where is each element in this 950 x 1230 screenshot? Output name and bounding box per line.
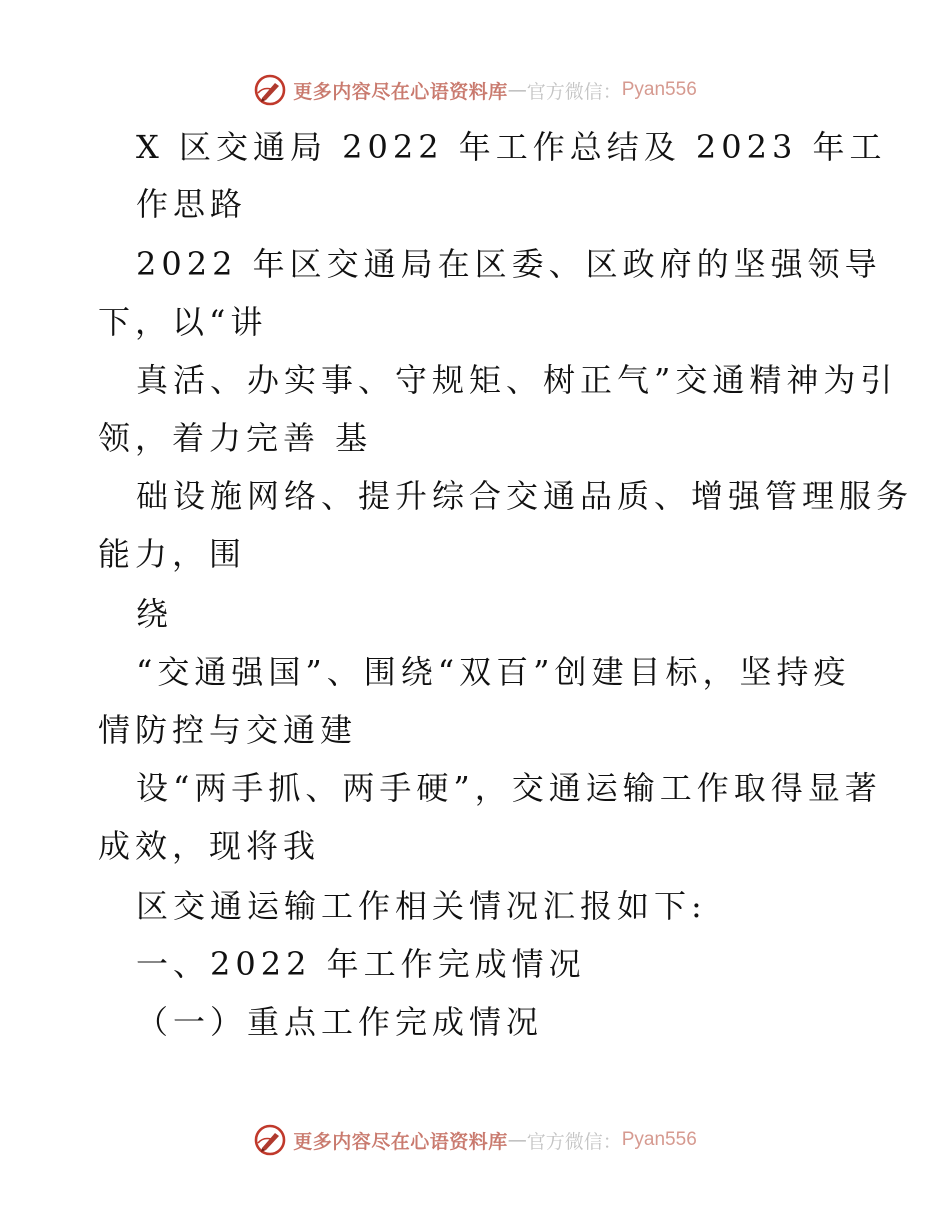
paragraph-line: 绕 <box>136 595 174 633</box>
document-title-line-2: 作思路 <box>136 185 248 223</box>
pen-logo-icon <box>253 1123 287 1157</box>
paragraph-line: 2022 年区交通局在区委、区政府的坚强领导 <box>136 245 882 283</box>
document-title-line-1: X 区交通局 2022 年工作总结及 2023 年工 <box>136 128 887 166</box>
paragraph-line: 设“两手抓、两手硬”，交通运输工作取得显著 <box>136 769 882 807</box>
section-heading: 一、2022 年工作完成情况 <box>136 945 586 983</box>
watermark-wechat-id: Pyan556 <box>621 79 697 100</box>
paragraph-line: 区交通运输工作相关情况汇报如下: <box>136 887 707 925</box>
watermark-separator: — <box>507 1129 527 1151</box>
paragraph-line: 础设施网络、提升综合交通品质、增强管理服务 <box>136 477 914 515</box>
paragraph-line: 下，以“讲 <box>98 303 268 341</box>
paragraph-line: 成效，现将我 <box>98 827 321 865</box>
paragraph-line: 情防控与交通建 <box>98 711 358 749</box>
paragraph-line: 领，着力完善 基 <box>98 419 373 457</box>
pen-logo-icon <box>253 73 287 107</box>
watermark-wechat-label: 官方微信： <box>526 1130 622 1153</box>
watermark-wechat-id: Pyan556 <box>621 1129 697 1150</box>
watermark-wechat-label: 官方微信： <box>526 80 622 103</box>
paragraph-line: 真活、办实事、守规矩、树正气”交通精神为引 <box>136 361 898 399</box>
watermark-text: 更多内容尽在心语资料库 <box>293 1130 508 1153</box>
paragraph-line: “交通强国”、围绕“双百”创建目标，坚持疫 <box>136 653 851 691</box>
watermark-separator: — <box>507 79 527 101</box>
watermark-text: 更多内容尽在心语资料库 <box>293 80 508 103</box>
paragraph-line: 能力，围 <box>98 535 247 573</box>
subsection-heading: （一）重点工作完成情况 <box>136 1003 544 1041</box>
header-watermark <box>0 70 950 110</box>
footer-watermark <box>0 1120 950 1160</box>
